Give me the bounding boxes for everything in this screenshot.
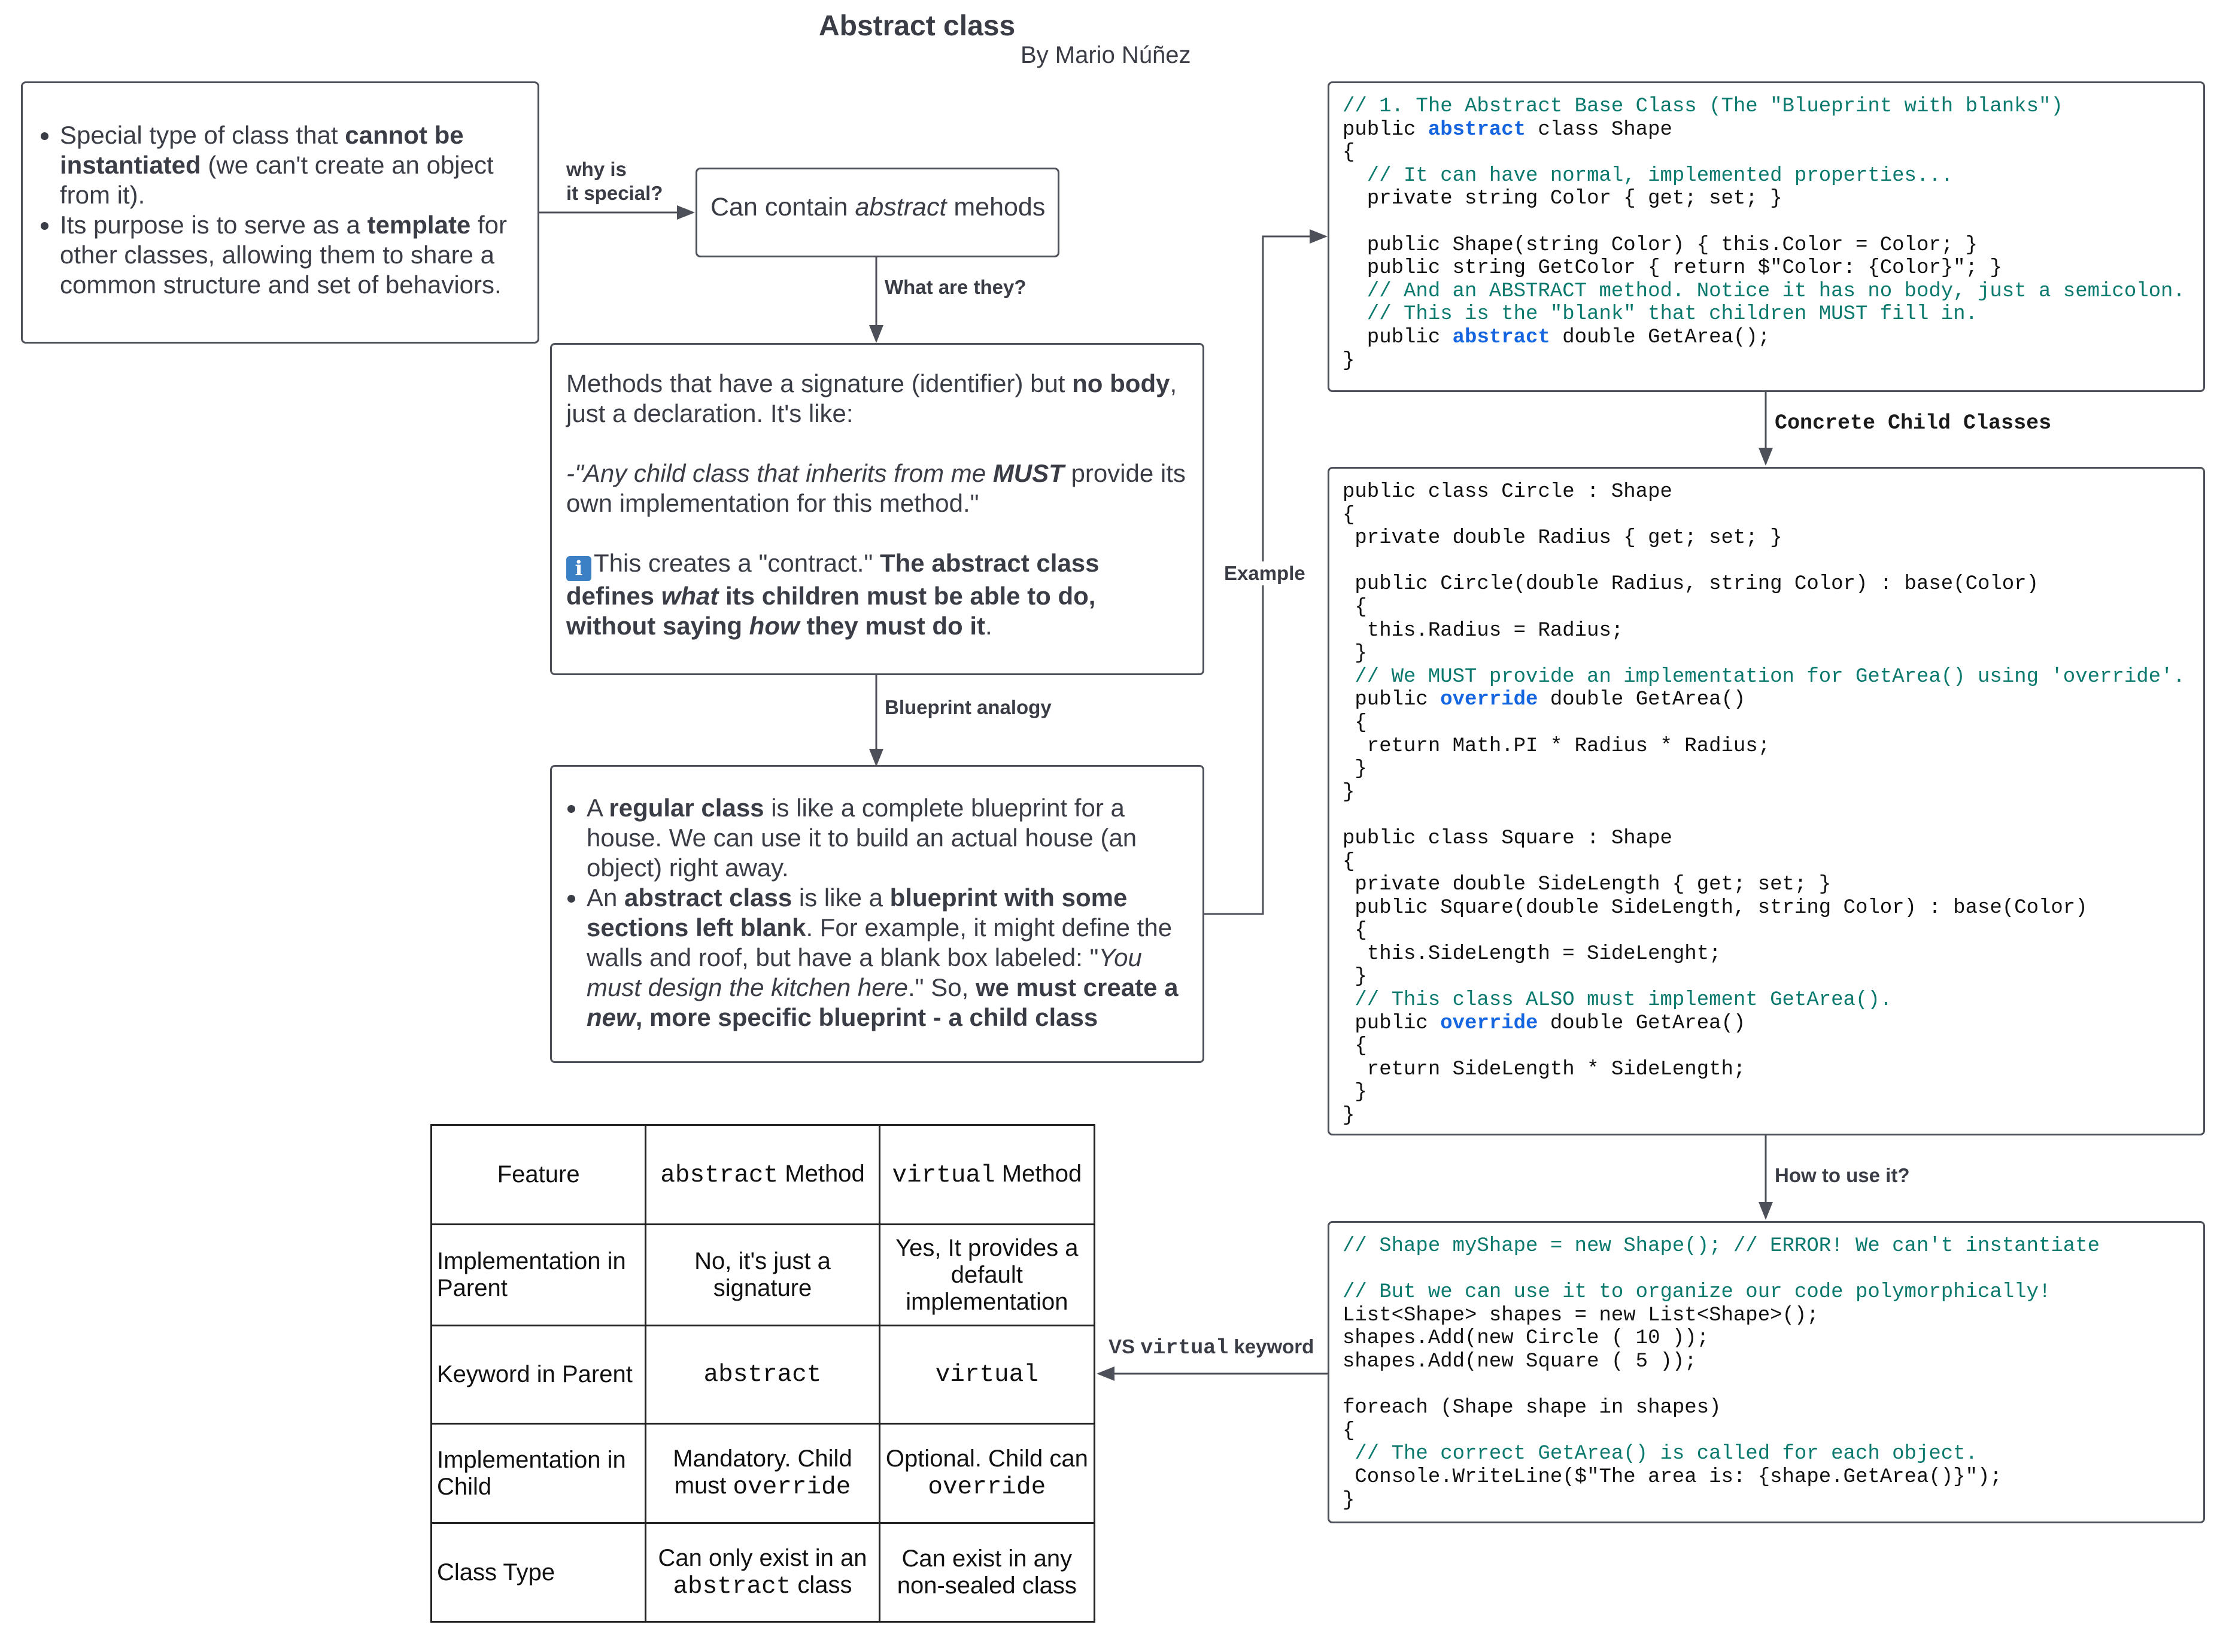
table-cell: Class Type [432,1523,646,1622]
table-cell: Optional. Child can override [879,1424,1094,1523]
analogy-bullet-1: • A regular class is like a complete blueprint for a house. We can use it to build an actual house (an object) right away. [587,793,1188,883]
code-line: shapes.Add(new Square ( 5 )); [1343,1350,1697,1373]
code-line: { [1343,919,1367,943]
code-line: } [1343,1104,1355,1128]
code-line: // We MUST provide an implementation for GetArea() using 'override'. [1343,665,2185,688]
code-line: { [1343,711,1367,734]
contain-box: Can contain abstract mehods [696,168,1059,257]
code-line: public class Circle : Shape [1343,481,1672,503]
code-line: { [1343,850,1355,873]
code-line: // This is the "blank" that children MUST fill in. [1343,303,1978,326]
code-line: // This class ALSO must implement GetArea(). [1343,989,1893,1012]
table-header-virtual: virtual Method [879,1125,1094,1225]
code-line: } [1343,758,1367,781]
code-line: // 1. The Abstract Base Class (The "Blueprint with blanks") [1343,95,2063,118]
code-line: { [1343,596,1367,619]
table-row [432,1225,1095,1326]
code-line: // But we can use it to organize our code polymorphically! [1343,1281,2051,1304]
code-line: public class Square : Shape [1343,827,1672,850]
edge-label-blueprint-analogy: Blueprint analogy [885,696,1052,718]
table-header-row [432,1125,1095,1225]
code-line [1343,1258,2203,1281]
info-icon: i [566,556,591,581]
code-line: } [1343,1081,1367,1104]
analogy-bullet-2: • An abstract class is like a blueprint with some sections left blank. For example, it might define the walls and roof, but have a blank box labeled: "You must design the kitchen here." So, we must create a new, more specific blueprint - a child class [587,883,1188,1032]
methods-paragraph-2: -"Any child class that inherits from me MUST provide its own implementation for this method." [566,459,1186,517]
code-line: // It can have normal, implemented properties... [1343,164,1954,187]
table-cell: Mandatory. Child must override [646,1424,879,1523]
intro-box [21,81,539,344]
code-usage-box [1328,1221,2205,1523]
table-row [432,1424,1095,1523]
code-line: // And an ABSTRACT method. Notice it has no body, just a semicolon. [1343,280,2185,303]
code-child-classes [1343,481,2203,1128]
edge-label-example: Example [1224,562,1305,584]
code-line: public Circle(double Radius, string Color) : base(Color) [1343,573,2039,596]
intro-bullet-2: • Its purpose is to serve as a template for other classes, allowing them to share a common structure and set of behaviors. [60,210,521,300]
code-line: } [1343,781,1355,804]
table-cell: Can only exist in an abstract class [646,1523,879,1622]
page-title: Abstract class [819,10,1016,42]
code-line [1343,1374,2203,1397]
methods-box [550,343,1204,675]
code-line: } [1343,642,1367,666]
table-cell: No, it's just a signature [646,1225,879,1326]
code-line: this.Radius = Radius; [1343,619,1624,642]
code-line: private double SideLength { get; set; } [1343,873,1832,897]
code-line: { [1343,141,1355,165]
code-line: // The correct GetArea() is called for each object. [1343,1443,1978,1466]
code-line: List<Shape> shapes = new List<Shape>(); [1343,1304,1819,1327]
code-line [1343,211,2203,234]
table-cell: Keyword in Parent [432,1326,646,1424]
analogy-box [550,765,1204,1063]
table-cell: Implementation in Child [432,1424,646,1523]
code-line: shapes.Add(new Circle ( 10 )); [1343,1327,1709,1350]
code-line: public Square(double SideLength, string Color) : base(Color) [1343,896,2088,919]
edge-label-how-to-use: How to use it? [1775,1164,1910,1186]
code-line: return Math.PI * Radius * Radius; [1343,734,1770,758]
code-line: } [1343,349,1355,372]
code-line: public abstract class Shape [1343,118,1672,141]
code-line: private string Color { get; set; } [1343,187,1782,211]
code-line: // Shape myShape = new Shape(); // ERROR! We can't instantiate [1343,1235,2100,1258]
table-cell: Can exist in any non-sealed class [879,1523,1094,1622]
code-abstract-base-box [1328,81,2205,392]
edge-label-what-are-they: What are they? [885,276,1027,298]
code-line: } [1343,1489,1355,1512]
table-cell: Implementation in Parent [432,1225,646,1326]
table-row [432,1523,1095,1622]
code-line: public override double GetArea() [1343,1012,1746,1035]
comparison-table [430,1124,1095,1623]
methods-paragraph-3: i This creates a "contract." The abstract class defines what its children must be able to do, without saying how they must do it. [566,549,1100,640]
code-line: { [1343,503,1355,527]
code-line: public abstract double GetArea(); [1343,326,1770,349]
table-row [432,1326,1095,1424]
code-line [1343,804,2203,827]
code-line: this.SideLength = SideLenght; [1343,942,1721,965]
code-abstract-base [1343,95,2203,372]
edge-label-vs-virtual: VS virtual keyword [1109,1335,1314,1360]
code-line: public string GetColor { return $"Color: {Color}"; } [1343,257,2002,280]
code-line: } [1343,965,1367,989]
table-header-feature: Feature [432,1125,646,1225]
intro-bullet-1: • Special type of class that cannot be instantiated (we can't create an object from it). [60,120,521,210]
code-line [1343,550,2203,573]
code-line: { [1343,1419,1355,1443]
edge-label-why-special: why is it special? [566,158,663,204]
page-author: By Mario Núñez [1021,42,1191,68]
code-line: { [1343,1035,1367,1058]
table-cell: abstract [646,1326,879,1424]
methods-paragraph-1: Methods that have a signature (identifier) but no body, just a declaration. It's like: [566,369,1177,427]
code-line: foreach (Shape shape in shapes) [1343,1396,1721,1420]
code-line: public Shape(string Color) { this.Color = Color; } [1343,233,1978,257]
table-header-abstract: abstract Method [646,1125,879,1225]
edge-label-concrete-children: Concrete Child Classes [1775,411,2052,435]
code-line: return SideLength * SideLength; [1343,1058,1746,1081]
code-line: Console.WriteLine($"The area is: {shape.GetArea()}"); [1343,1465,2002,1489]
table-cell: Yes, It provides a default implementation [879,1225,1094,1326]
code-child-classes-box [1328,467,2205,1135]
code-usage [1343,1235,2203,1512]
code-line: private double Radius { get; set; } [1343,527,1782,550]
code-line: public override double GetArea() [1343,688,1746,712]
table-cell: virtual [879,1326,1094,1424]
